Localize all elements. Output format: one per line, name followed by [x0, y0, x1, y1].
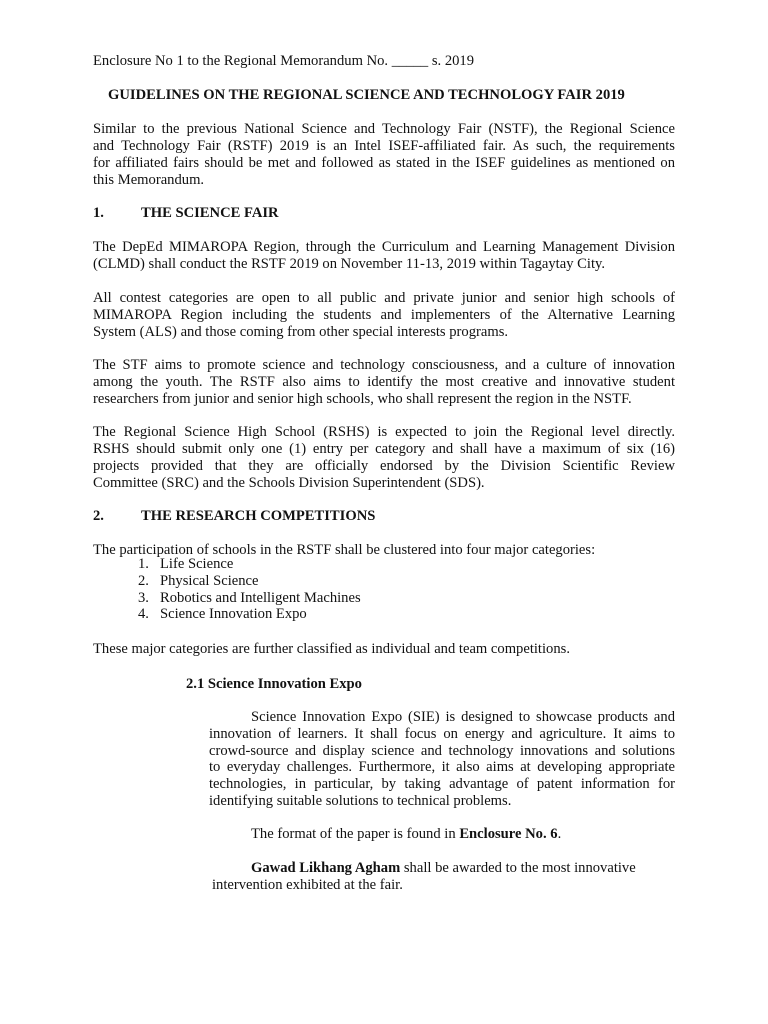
section-2-title: THE RESEARCH COMPETITIONS: [141, 508, 376, 524]
paragraph-line: to everyday challenges. Furthermore, it also aims at developing appropriate: [209, 759, 675, 776]
list-item-number: 1.: [138, 556, 149, 572]
enclosure-line: Enclosure No 1 to the Regional Memorandum No. _____ s. 2019: [93, 53, 475, 69]
section-1-number: 1.: [93, 205, 104, 221]
paragraph-line: System (ALS) and those coming from other special interests programs.: [93, 324, 509, 340]
intro-line: for affiliated fairs should be met and followed as stated in the ISEF guidelines as mentioned on: [93, 155, 675, 171]
paragraph-line: (CLMD) shall conduct the RSTF 2019 on November 11-13, 2019 within Tagaytay City.: [93, 256, 605, 272]
paragraph-line: RSHS should submit only one (1) entry per category and shall have a maximum of six (16): [93, 441, 675, 457]
paragraph-line: innovation of learners. It shall focus on energy and agriculture. It aims to: [209, 725, 675, 742]
list-item: [93, 606, 361, 623]
section-2-number: 2.: [93, 508, 104, 524]
list-item-number: 3.: [138, 589, 149, 606]
paragraph-line: MIMAROPA Region including the students and implementers of the Alternative Learning: [93, 307, 675, 323]
paragraph-line: Science Innovation Expo (SIE) is designed to showcase products and: [251, 709, 675, 725]
paragraph-line: The Regional Science High School (RSHS) is expected to join the Regional level directly.: [93, 424, 675, 440]
paragraph-line: crowd-source and display science and technology innovations and solutions: [209, 742, 675, 759]
paragraph-line: technologies, in particular, by taking advantage of patent information for: [209, 776, 675, 793]
subsection-2-1-heading: 2.1 Science Innovation Expo: [186, 676, 362, 692]
paragraph-line: All contest categories are open to all public and private junior and senior high schools of: [93, 290, 675, 306]
document-title: GUIDELINES ON THE REGIONAL SCIENCE AND TECHNOLOGY FAIR 2019: [108, 87, 625, 103]
classification-note: These major categories are further classified as individual and team competitions.: [93, 641, 570, 657]
paragraph-line: The DepEd MIMAROPA Region, through the Curriculum and Learning Management Division: [93, 239, 675, 255]
list-item: [93, 556, 361, 573]
sie-description: [209, 709, 675, 810]
award-text: shall be awarded to the most innovative: [400, 860, 636, 876]
format-note-suffix: .: [557, 826, 562, 842]
list-item-label: Physical Science: [160, 572, 259, 589]
list-item: [93, 573, 361, 590]
paragraph-line: among the youth. The RSTF also aims to identify the most creative and innovative student: [93, 374, 675, 390]
award-note: [251, 860, 768, 877]
paragraph-line: Committee (SRC) and the Schools Division Superintendent (SDS).: [93, 475, 485, 491]
intro-line: this Memorandum.: [93, 172, 205, 188]
format-note: [251, 826, 768, 843]
list-item-number: 4.: [138, 606, 149, 623]
section-1-title: THE SCIENCE FAIR: [141, 205, 279, 221]
paragraph-line: projects provided that they are officially endorsed by the Division Scientific Review: [93, 458, 675, 474]
award-note-line-2: intervention exhibited at the fair.: [212, 877, 403, 893]
list-item-number: 2.: [138, 572, 149, 589]
section-1-heading: [93, 205, 279, 222]
section-2-heading: [93, 508, 375, 525]
list-item: [93, 590, 361, 607]
list-item-label: Life Science: [160, 556, 234, 572]
list-item-label: Science Innovation Expo: [160, 606, 307, 623]
intro-line: Similar to the previous National Science and Technology Fair (NSTF), the Regional Science: [93, 121, 675, 137]
intro-line: and Technology Fair (RSTF) 2019 is an Intel ISEF-affiliated fair. As such, the requirements: [93, 138, 675, 154]
section-2-lead: The participation of schools in the RSTF shall be clustered into four major categories:: [93, 542, 596, 558]
award-name: Gawad Likhang Agham: [251, 860, 401, 876]
list-item-label: Robotics and Intelligent Machines: [160, 589, 361, 606]
paragraph-line: researchers from junior and senior high schools, who shall represent the region in the NSTF.: [93, 391, 632, 407]
enclosure-reference: Enclosure No. 6: [459, 826, 558, 842]
category-list: [93, 556, 361, 623]
paragraph-line: The STF aims to promote science and technology consciousness, and a culture of innovation: [93, 357, 675, 373]
format-note-prefix: The format of the paper is found in: [251, 826, 460, 842]
paragraph-line: identifying suitable solutions to technical problems.: [209, 792, 512, 809]
